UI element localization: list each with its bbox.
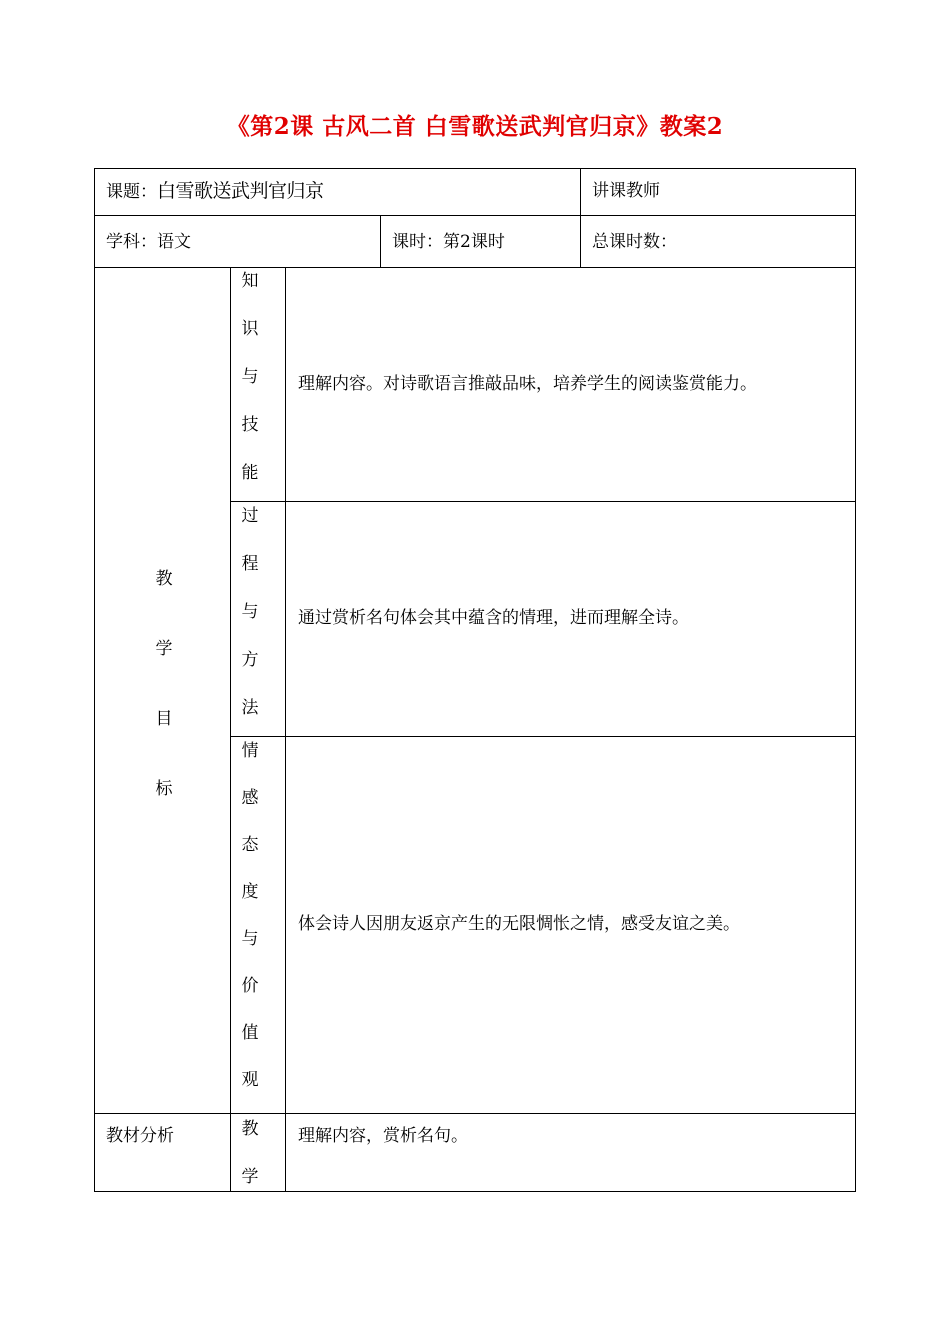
category-char: 能 — [241, 463, 259, 483]
objective-category-knowledge — [236, 273, 264, 482]
analysis-sub-label — [236, 1121, 264, 1186]
objectives-label-char: 教 — [155, 569, 173, 589]
subject-value: 语文 — [157, 232, 191, 252]
table-border-left — [94, 168, 95, 1192]
category-char: 学 — [241, 1167, 259, 1187]
subject-label: 学科： — [106, 232, 157, 252]
column-divider — [580, 168, 581, 268]
topic-cell — [106, 176, 324, 203]
category-char: 值 — [241, 1023, 259, 1043]
column-divider — [285, 267, 286, 1192]
category-char: 与 — [241, 929, 259, 949]
table-border-bottom — [94, 1191, 856, 1192]
table-border-top — [94, 168, 856, 169]
category-char: 技 — [241, 415, 259, 435]
topic-label: 课题： — [106, 182, 157, 202]
column-divider — [230, 267, 231, 1192]
row-divider — [94, 267, 856, 268]
material-analysis-content: 理解内容，赏析名句。 — [298, 1126, 468, 1146]
category-char: 度 — [241, 882, 259, 902]
category-char: 识 — [241, 319, 259, 339]
row-divider — [230, 736, 856, 737]
column-divider — [380, 215, 381, 268]
category-char: 方 — [241, 650, 259, 670]
objectives-group-label — [150, 571, 178, 798]
category-char: 知 — [241, 271, 259, 291]
category-char: 过 — [241, 506, 259, 526]
row-divider — [94, 215, 856, 216]
objectives-label-char: 学 — [155, 639, 173, 659]
category-char: 法 — [241, 698, 259, 718]
subject-cell — [106, 227, 191, 252]
material-analysis-label: 教材分析 — [106, 1126, 174, 1146]
category-char: 观 — [241, 1070, 259, 1090]
objective-category-process — [236, 508, 264, 717]
category-char: 感 — [241, 788, 259, 808]
objective-content-emotion: 体会诗人因朋友返京产生的无限惆怅之情，感受友谊之美。 — [298, 914, 740, 934]
category-char: 态 — [241, 835, 259, 855]
document-title: 《第2课 古风二首 白雪歌送武判官归京》教案2 — [226, 113, 724, 140]
class-period-label: 课时：第2课时 — [392, 232, 505, 252]
objective-content-process: 通过赏析名句体会其中蕴含的情理，进而理解全诗。 — [298, 608, 689, 628]
category-char: 价 — [241, 976, 259, 996]
category-char: 程 — [241, 554, 259, 574]
category-char: 与 — [241, 602, 259, 622]
objectives-label-char: 标 — [155, 779, 173, 799]
category-char: 教 — [241, 1119, 259, 1139]
objectives-label-char: 目 — [155, 709, 173, 729]
topic-value: 白雪歌送武判官归京 — [157, 180, 324, 202]
objective-category-emotion — [236, 743, 264, 1089]
row-divider — [94, 1113, 856, 1114]
objective-content-knowledge: 理解内容。对诗歌语言推敲品味，培养学生的阅读鉴赏能力。 — [298, 374, 757, 394]
row-divider — [230, 501, 856, 502]
category-char: 情 — [241, 741, 259, 761]
total-periods-label: 总课时数： — [592, 232, 677, 252]
table-border-right — [855, 168, 856, 1192]
teacher-label: 讲课教师 — [592, 181, 660, 201]
category-char: 与 — [241, 367, 259, 387]
